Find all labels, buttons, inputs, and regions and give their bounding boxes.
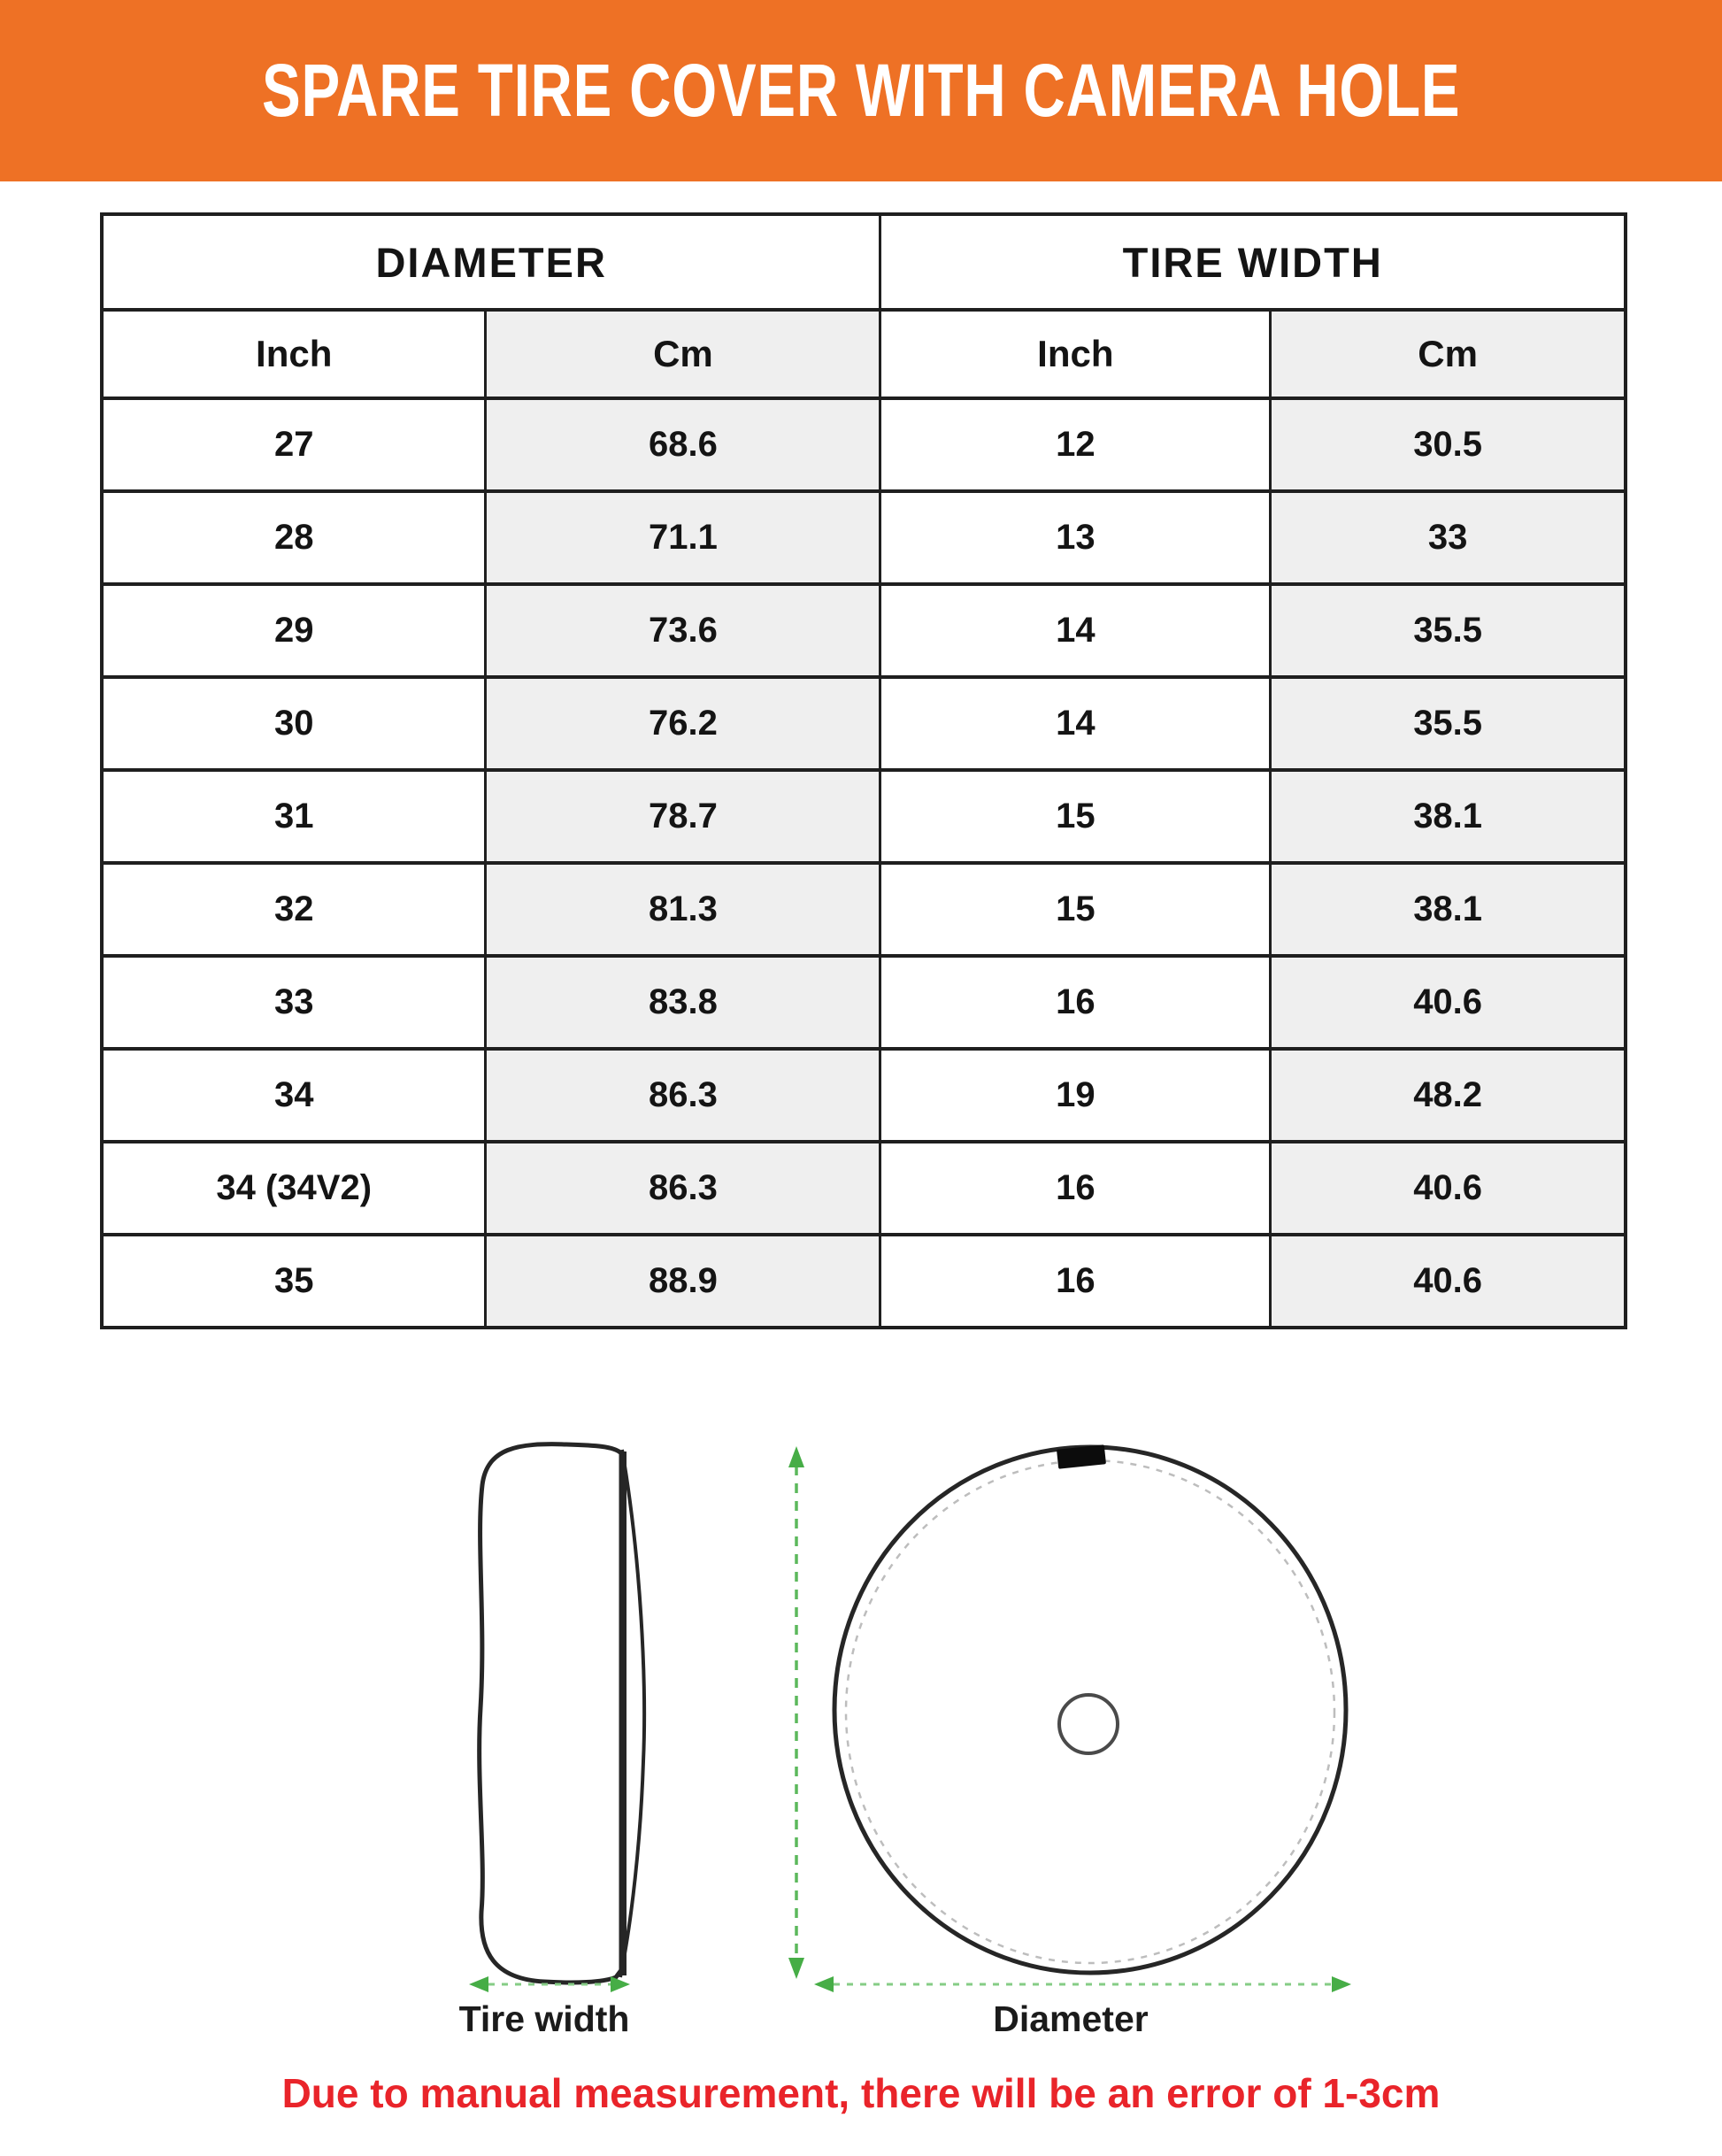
subheader-width-cm: Cm bbox=[1271, 310, 1626, 398]
table-cell: 40.6 bbox=[1271, 1235, 1626, 1328]
table-cell: 29 bbox=[102, 584, 486, 677]
diameter-arrow bbox=[814, 1976, 1351, 1992]
table-cell: 73.6 bbox=[486, 584, 880, 677]
table-cell: 38.1 bbox=[1271, 863, 1626, 956]
table-row bbox=[102, 1142, 1626, 1235]
table-cell: 40.6 bbox=[1271, 1142, 1626, 1235]
measurement-diagram bbox=[0, 1381, 1722, 2156]
table-cell: 31 bbox=[102, 770, 486, 863]
table-row bbox=[102, 863, 1626, 956]
table-cell: 68.6 bbox=[486, 398, 880, 491]
table-cell: 15 bbox=[880, 863, 1271, 956]
table-cell: 40.6 bbox=[1271, 956, 1626, 1049]
table-cell: 33 bbox=[1271, 491, 1626, 584]
section-header-tire-width: TIRE WIDTH bbox=[880, 214, 1626, 310]
camera-hole-circle bbox=[1059, 1695, 1118, 1753]
table-cell: 35 bbox=[102, 1235, 486, 1328]
table-cell: 28 bbox=[102, 491, 486, 584]
table-cell: 13 bbox=[880, 491, 1271, 584]
table-cell: 16 bbox=[880, 1142, 1271, 1235]
subheader-diameter-cm: Cm bbox=[486, 310, 880, 398]
table-cell: 12 bbox=[880, 398, 1271, 491]
table-cell: 16 bbox=[880, 956, 1271, 1049]
table-cell: 83.8 bbox=[486, 956, 880, 1049]
table-cell: 15 bbox=[880, 770, 1271, 863]
table-cell: 34 (34V2) bbox=[102, 1142, 486, 1235]
table-cell: 38.1 bbox=[1271, 770, 1626, 863]
measurement-error-note: Due to manual measurement, there will be an error of 1-3cm bbox=[281, 2070, 1441, 2116]
table-cell: 86.3 bbox=[486, 1142, 880, 1235]
diameter-label: Diameter bbox=[993, 1998, 1149, 2039]
table-cell: 16 bbox=[880, 1235, 1271, 1328]
subheader-diameter-inch: Inch bbox=[102, 310, 486, 398]
table-cell: 34 bbox=[102, 1049, 486, 1142]
table-section-header-row bbox=[102, 214, 1626, 310]
tire-side-view bbox=[480, 1444, 644, 1983]
table-cell: 71.1 bbox=[486, 491, 880, 584]
table-row bbox=[102, 770, 1626, 863]
table-cell: 30 bbox=[102, 677, 486, 770]
table-cell: 35.5 bbox=[1271, 584, 1626, 677]
table-cell: 86.3 bbox=[486, 1049, 880, 1142]
title-banner bbox=[0, 0, 1722, 181]
table-cell: 76.2 bbox=[486, 677, 880, 770]
size-table bbox=[100, 212, 1627, 1329]
table-cell: 88.9 bbox=[486, 1235, 880, 1328]
table-cell: 14 bbox=[880, 677, 1271, 770]
table-cell: 78.7 bbox=[486, 770, 880, 863]
table-cell: 35.5 bbox=[1271, 677, 1626, 770]
table-row bbox=[102, 1235, 1626, 1328]
table-row bbox=[102, 584, 1626, 677]
table-cell: 48.2 bbox=[1271, 1049, 1626, 1142]
table-cell: 14 bbox=[880, 584, 1271, 677]
table-cell: 27 bbox=[102, 398, 486, 491]
table-cell: 30.5 bbox=[1271, 398, 1626, 491]
table-row bbox=[102, 398, 1626, 491]
table-cell: 81.3 bbox=[486, 863, 880, 956]
table-row bbox=[102, 956, 1626, 1049]
table-cell: 32 bbox=[102, 863, 486, 956]
diameter-dimension-vertical bbox=[788, 1446, 804, 1979]
tire-front-view bbox=[834, 1444, 1346, 1973]
table-cell: 19 bbox=[880, 1049, 1271, 1142]
table-row bbox=[102, 677, 1626, 770]
table-row bbox=[102, 491, 1626, 584]
section-header-diameter: DIAMETER bbox=[102, 214, 880, 310]
table-subheader-row bbox=[102, 310, 1626, 398]
table-cell: 33 bbox=[102, 956, 486, 1049]
table-row bbox=[102, 1049, 1626, 1142]
page-title: SPARE TIRE COVER WITH CAMERA HOLE bbox=[261, 49, 1461, 132]
subheader-width-inch: Inch bbox=[880, 310, 1271, 398]
tire-width-label: Tire width bbox=[458, 1998, 630, 2039]
